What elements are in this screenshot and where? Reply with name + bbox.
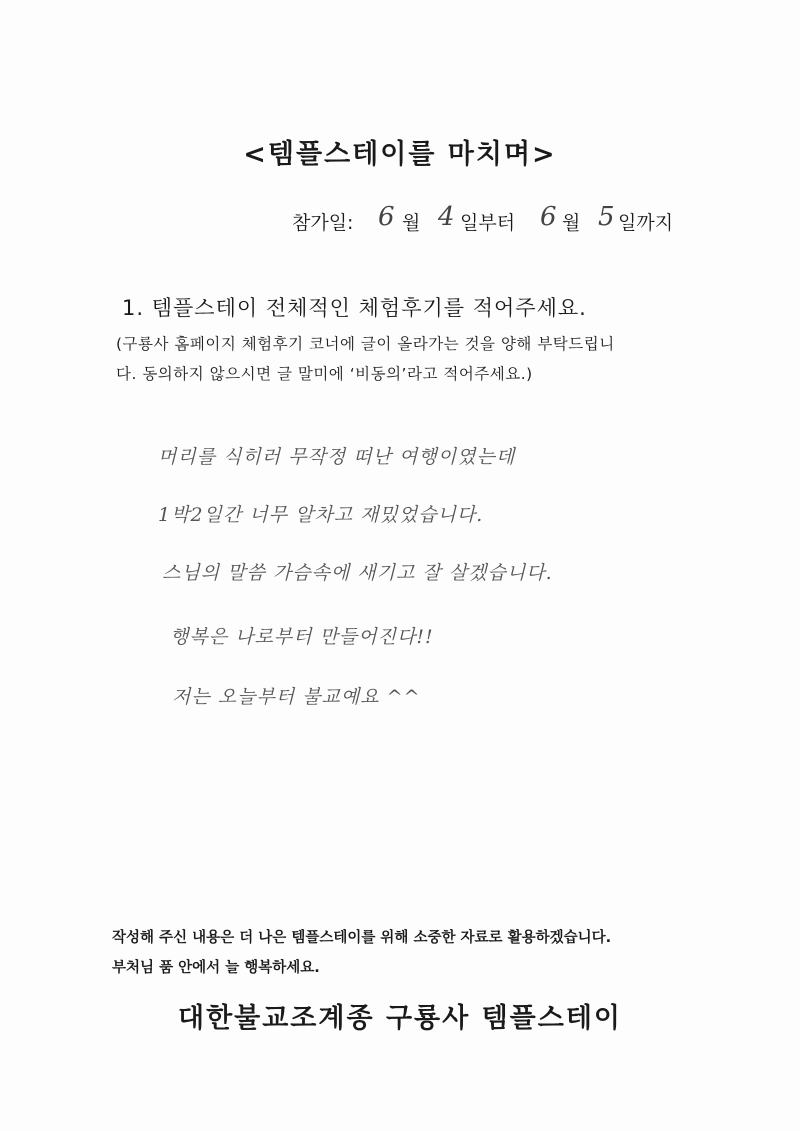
- end-month-unit: 월: [562, 212, 581, 234]
- participation-period: [292, 200, 712, 240]
- end-day-value: 5: [598, 202, 615, 232]
- period-label: 참가일:: [292, 212, 354, 234]
- end-month-value: 6: [540, 202, 557, 232]
- answer-line: 1박2일간 너무 알차고 재밌었습니다.: [158, 504, 484, 526]
- footer-notice-line-2: 부처님 품 안에서 늘 행복하세요.: [112, 960, 320, 976]
- start-month-unit: 월: [402, 212, 421, 234]
- consent-note-line-2: 다. 동의하지 않으시면 글 말미에 ‘비동의’라고 적어주세요.): [116, 365, 533, 383]
- answer-line: 머리를 식히러 무작정 떠난 여행이였는데: [158, 446, 516, 468]
- until-label: 일까지: [618, 212, 674, 234]
- answer-line: 행복은 나로부터 만들어진다!!: [170, 626, 434, 648]
- question-heading: 1. 템플스테이 전체적인 체험후기를 적어주세요.: [122, 296, 587, 320]
- consent-note-line-1: (구룡사 홈페이지 체험후기 코너에 글이 올라가는 것을 양해 부탁드립니: [116, 335, 615, 353]
- start-month-value: 6: [378, 202, 395, 232]
- footer-notice-line-1: 작성해 주신 내용은 더 나은 템플스테이를 위해 소중한 자료로 활용하겠습니다.: [112, 930, 612, 946]
- organization-name: 대한불교조계종 구룡사 템플스테이: [177, 1003, 623, 1034]
- start-day-value: 4: [438, 202, 455, 232]
- answer-line: 스님의 말씀 가슴속에 새기고 잘 살겠습니다.: [162, 562, 553, 584]
- from-label: 일부터: [460, 212, 516, 234]
- answer-line: 저는 오늘부터 불교예요 ^^: [172, 686, 421, 708]
- page-title: <템플스테이를 마치며>: [243, 139, 557, 170]
